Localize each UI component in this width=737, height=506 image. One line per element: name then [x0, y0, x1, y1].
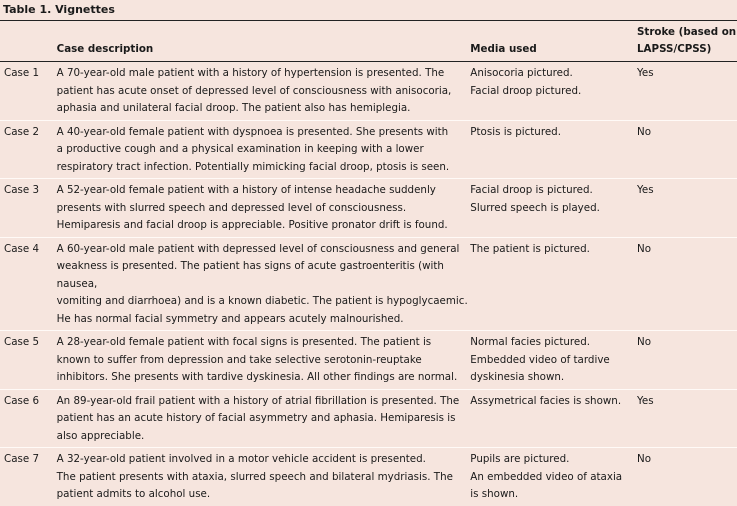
case-description-line: He has normal facial symmetry and appears acutely malnourished. [56, 312, 404, 325]
case-description-line: An 89-year-old frail patient with a history of atrial fibrillation is presented. The [56, 394, 460, 407]
case-description [57, 237, 471, 331]
media-used-line: Facial droop is pictured. [470, 184, 593, 196]
media-used [470, 62, 637, 121]
case-label: Case 3 [0, 179, 57, 238]
media-used-line: Ptosis is pictured. [470, 125, 561, 138]
case-description-line: A 40-year-old female patient with dyspnoea is presented. She presents with [56, 125, 449, 138]
case-label: Case 2 [0, 120, 57, 179]
media-used-line: Pupils are pictured. [470, 453, 570, 465]
title-divider [0, 20, 737, 21]
table-row [0, 389, 737, 448]
stroke-result: Yes [637, 179, 737, 238]
case-label: Case 4 [0, 237, 57, 331]
case-label: Case 6 [0, 389, 57, 448]
table-row [0, 331, 737, 390]
case-description [57, 389, 471, 448]
header-row [0, 24, 737, 62]
vignettes-table [0, 24, 737, 506]
header-case-description: Case description [57, 24, 471, 62]
media-used-line: Normal facies pictured. [470, 336, 591, 348]
case-description [57, 179, 471, 238]
media-used [470, 179, 637, 238]
media-used-line: Slurred speech is played. [470, 201, 600, 214]
case-description-line: A 52-year-old female patient with a history of intense headache suddenly [56, 184, 436, 196]
case-description-line: vomiting and diarrhoea) and is a known diabetic. The patient is hypoglycaemic. [56, 295, 468, 307]
stroke-result: No [637, 237, 737, 331]
media-used [470, 237, 637, 331]
media-used-line: is shown. [470, 488, 519, 500]
case-description-line: weakness is presented. The patient has signs of acute gastroenteritis (with nausea, [56, 260, 444, 290]
media-used-line: dyskinesia shown. [470, 371, 565, 383]
case-description-line: patient admits to alcohol use. [56, 488, 211, 500]
table-row [0, 62, 737, 121]
case-description-line: known to suffer from depression and take selective serotonin-reuptake [56, 353, 422, 366]
media-used [470, 120, 637, 179]
media-used-line: Anisocoria pictured. [470, 67, 573, 79]
case-label: Case 7 [4, 453, 40, 465]
case-label: Case 5 [0, 331, 57, 390]
case-description-line: patient has an acute history of facial asymmetry and aphasia. Hemiparesis is [56, 412, 456, 424]
case-description-line: A 60-year-old male patient with depressed level of consciousness and general [56, 242, 460, 255]
case-description-line: patient has acute onset of depressed level of consciousness with anisocoria, [56, 84, 452, 97]
stroke-result: Yes [637, 62, 737, 121]
table-row [0, 179, 737, 238]
case-description [57, 62, 471, 121]
header-case [0, 24, 57, 62]
case-description-line: respiratory tract infection. Potentially mimicking facial droop, ptosis is seen. [56, 160, 450, 173]
media-used-line: An embedded video of ataxia [470, 470, 623, 483]
case-description [57, 448, 471, 506]
case-description-line: A 32-year-old patient involved in a motor vehicle accident is presented. [56, 453, 426, 465]
stroke-result: No [637, 120, 737, 179]
case-description-line: Hemiparesis and facial droop is appreciable. Positive pronator drift is found. [56, 219, 448, 231]
stroke-result: No [637, 331, 737, 390]
media-used-line: Facial droop pictured. [470, 84, 582, 97]
table-row [0, 120, 737, 179]
media-used-line: Embedded video of tardive [470, 353, 610, 366]
case-label: Case 1 [0, 62, 57, 121]
case-description [57, 120, 471, 179]
case-description-line: A 70-year-old male patient with a history of hypertension is presented. The [56, 67, 445, 79]
table-row [0, 448, 737, 506]
case-description-line: presents with slurred speech and depressed level of consciousness. [56, 201, 407, 214]
media-used [470, 331, 637, 390]
stroke-result: Yes [637, 389, 737, 448]
case-description-line: inhibitors. She presents with tardive dyskinesia. All other findings are normal. [56, 371, 458, 383]
case-description-line: The patient presents with ataxia, slurred speech and bilateral mydriasis. The [56, 470, 453, 483]
table-title: Table 1. Vignettes [3, 3, 115, 16]
media-used-line: Assymetrical facies is shown. [470, 394, 622, 407]
case-description-line: A 28-year-old female patient with focal signs is presented. The patient is [56, 336, 432, 348]
stroke-result: No [637, 453, 652, 465]
case-description-line: also appreciable. [56, 429, 145, 442]
header-stroke-label: Stroke (based on LAPSS/CPSS) [637, 26, 737, 55]
case-description-line: a productive cough and a physical examination in keeping with a lower [56, 143, 424, 155]
media-used [470, 448, 637, 506]
case-description-line: aphasia and unilateral facial droop. The patient also has hemiplegia. [56, 102, 411, 114]
table-row [0, 237, 737, 331]
media-used [470, 389, 637, 448]
media-used-line: The patient is pictured. [470, 242, 590, 255]
header-media-used: Media used [470, 24, 637, 62]
case-description [57, 331, 471, 390]
header-stroke [637, 24, 737, 62]
